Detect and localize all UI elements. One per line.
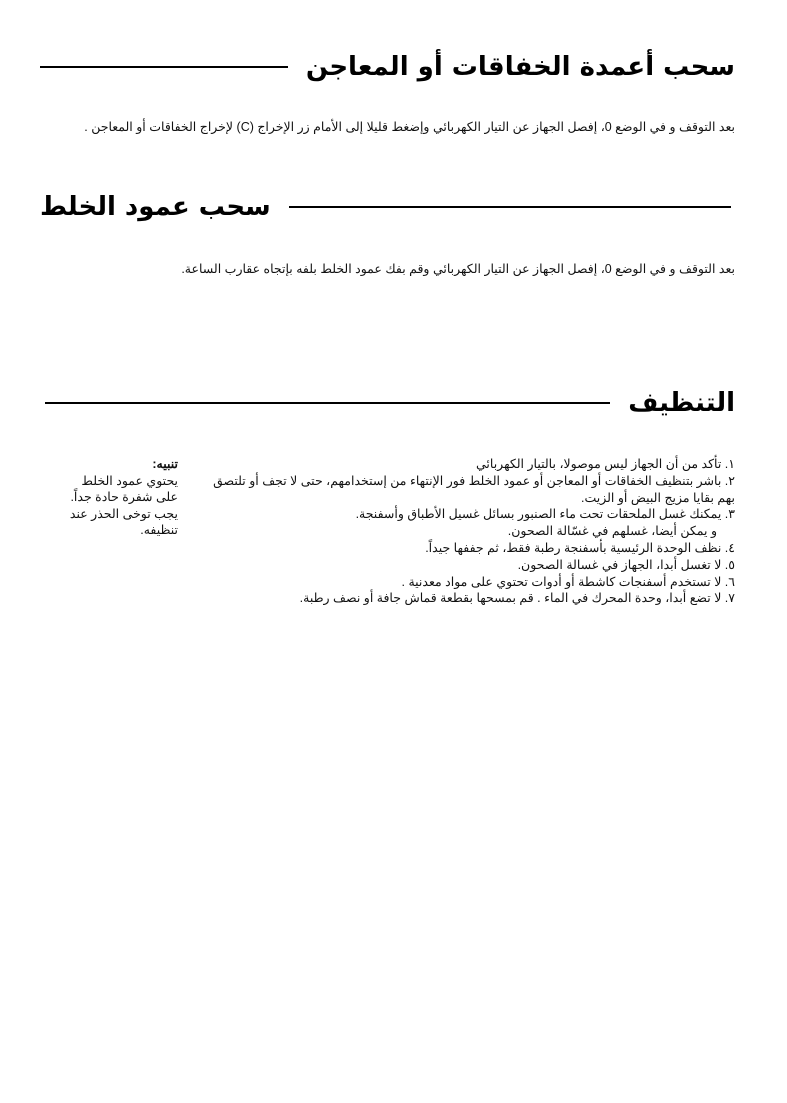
list-item-continuation: و يمكن أيضا، غسلهم في غسّالة الصحون.: [507, 524, 717, 539]
section-paragraph-remove-blender-shaft: بعد التوقف و في الوضع 0، إفصل الجهاز عن التيار الكهربائي وقم بفك عمود الخلط بلفه بإتجاه عقارب الساعة.: [181, 262, 735, 276]
warning-line: تنظيفه.: [140, 523, 178, 537]
cleaning-instructions-list: [200, 456, 735, 607]
heading-rule: [45, 402, 610, 404]
list-item: ٦. لا تستخدم أسفنجات كاشطة أو أدوات تحتوي على مواد معدنية .: [401, 574, 735, 589]
section-heading-cleaning: [40, 388, 735, 418]
warning-line: يحتوي عمود الخلط: [81, 473, 178, 488]
section-title: سحب أعمدة الخفاقات أو المعاجن: [305, 52, 735, 82]
section-heading-remove-beaters: [40, 52, 735, 82]
list-item: ٧. لا تضع أبدا، وحدة المحرك في الماء . قم بمسحها بقطعة قماش جافة أو نصف رطبة.: [299, 591, 735, 606]
list-item: ٤. نظف الوحدة الرئيسية بأسفنجة رطبة فقط، ثم جففها جيداً.: [425, 540, 735, 555]
section-title: سحب عمود الخلط: [40, 192, 271, 222]
section-paragraph-remove-beaters: بعد التوقف و في الوضع 0، إفصل الجهاز عن التيار الكهربائي وإضغط قليلا إلى الأمام زر الإخراج (C) لإخراج الخفاقات أو المعاجن .: [84, 120, 735, 134]
section-heading-remove-blender-shaft: [40, 192, 731, 222]
heading-rule: [40, 66, 288, 68]
warning-line: على شفرة حادة جداً.: [70, 490, 178, 504]
warning-title: تنبيه:: [152, 457, 178, 471]
heading-rule: [289, 206, 731, 208]
list-item: ٢. باشر بتنظيف الخفاقات أو المعاجن أو عمود الخلط فور الإنتهاء من إستخدامهم، حتى لا تجف أو تلتصق بهم بقايا مزيج البيض أو الزيت.: [213, 473, 735, 505]
list-item: ٣. يمكنك غسل الملحقات تحت ماء الصنبور بسائل غسيل الأطباق وأسفنجة.: [355, 507, 735, 522]
warning-line: يجب توخى الحذر عند: [69, 506, 178, 521]
section-title: التنظيف: [628, 388, 735, 418]
list-item: ١. تأكد من أن الجهاز ليس موصولا، بالتيار الكهربائي: [475, 457, 735, 471]
list-item: ٥. لا تغسل أبدا، الجهاز في غسالة الصحون.: [517, 557, 735, 572]
warning-note: [48, 456, 178, 539]
